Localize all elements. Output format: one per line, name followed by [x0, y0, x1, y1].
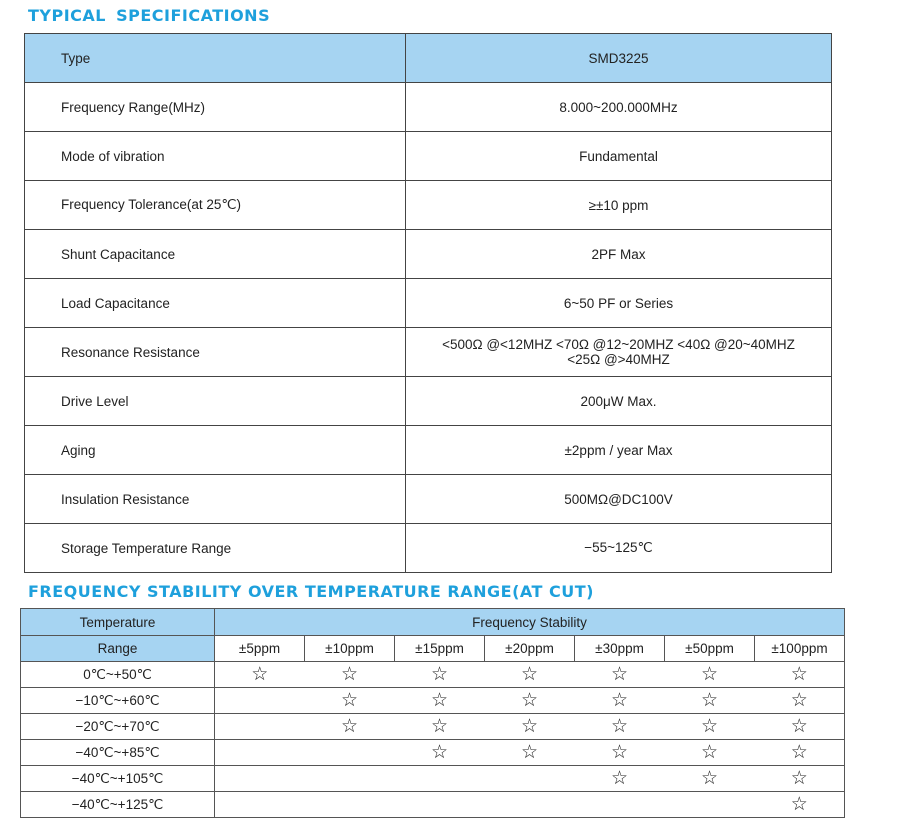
spec-label: Type [25, 34, 406, 83]
star-icon: ☆ [665, 688, 755, 714]
empty-cell [305, 740, 395, 766]
empty-cell [665, 792, 755, 818]
stability-header: Frequency Stability [215, 609, 845, 636]
star-icon: ☆ [485, 662, 575, 688]
temperature-range: −10℃~+60℃ [21, 688, 215, 714]
spec-row [25, 132, 832, 181]
spec-value [406, 328, 832, 377]
stability-row [21, 688, 845, 714]
stability-row [21, 714, 845, 740]
star-icon: ☆ [485, 714, 575, 740]
star-icon: ☆ [215, 662, 305, 688]
spec-value: 6~50 PF or Series [406, 279, 832, 328]
empty-cell [485, 792, 575, 818]
spec-value: 500MΩ@DC100V [406, 475, 832, 524]
spec-label: Load Capacitance [25, 279, 406, 328]
spec-row [25, 377, 832, 426]
star-icon: ☆ [665, 740, 755, 766]
spec-value: 8.000~200.000MHz [406, 83, 832, 132]
star-icon: ☆ [575, 714, 665, 740]
star-icon: ☆ [665, 766, 755, 792]
frequency-stability-table [20, 608, 845, 818]
spec-row [25, 230, 832, 279]
temperature-range: 0℃~+50℃ [21, 662, 215, 688]
empty-cell [575, 792, 665, 818]
empty-cell [215, 688, 305, 714]
stability-column-header: ±15ppm [395, 636, 485, 662]
stability-column-header: ±10ppm [305, 636, 395, 662]
star-icon: ☆ [575, 766, 665, 792]
spec-value: −55~125℃ [406, 524, 832, 573]
specifications-title: TYPICAL SPECIFICATIONS [28, 6, 271, 25]
empty-cell [305, 792, 395, 818]
star-icon: ☆ [665, 662, 755, 688]
temperature-range: −40℃~+105℃ [21, 766, 215, 792]
empty-cell [215, 740, 305, 766]
temperature-range: −40℃~+125℃ [21, 792, 215, 818]
spec-label: Resonance Resistance [25, 328, 406, 377]
empty-cell [305, 766, 395, 792]
star-icon: ☆ [485, 688, 575, 714]
star-icon: ☆ [755, 688, 845, 714]
star-icon: ☆ [665, 714, 755, 740]
spec-label: Frequency Range(MHz) [25, 83, 406, 132]
temperature-range: −20℃~+70℃ [21, 714, 215, 740]
stability-column-header: ±5ppm [215, 636, 305, 662]
star-icon: ☆ [395, 740, 485, 766]
spec-row [25, 34, 832, 83]
spec-row [25, 426, 832, 475]
star-icon: ☆ [395, 714, 485, 740]
star-icon: ☆ [485, 740, 575, 766]
spec-value: ±2ppm / year Max [406, 426, 832, 475]
star-icon: ☆ [575, 662, 665, 688]
spec-value: Fundamental [406, 132, 832, 181]
star-icon: ☆ [755, 662, 845, 688]
temperature-range: −40℃~+85℃ [21, 740, 215, 766]
spec-row [25, 524, 832, 573]
star-icon: ☆ [305, 714, 395, 740]
star-icon: ☆ [575, 688, 665, 714]
spec-label: Insulation Resistance [25, 475, 406, 524]
spec-value: ≥±10 ppm [406, 181, 832, 230]
spec-label: Shunt Capacitance [25, 230, 406, 279]
star-icon: ☆ [755, 792, 845, 818]
star-icon: ☆ [755, 740, 845, 766]
spec-row [25, 475, 832, 524]
star-icon: ☆ [755, 714, 845, 740]
stability-title: FREQUENCY STABILITY OVER TEMPERATURE RANGE(AT CUT) [28, 582, 594, 601]
spec-value: 2PF Max [406, 230, 832, 279]
stability-row [21, 792, 845, 818]
stability-row [21, 766, 845, 792]
stability-row [21, 662, 845, 688]
star-icon: ☆ [395, 662, 485, 688]
star-icon: ☆ [305, 662, 395, 688]
spec-value: SMD3225 [406, 34, 832, 83]
star-icon: ☆ [755, 766, 845, 792]
empty-cell [395, 766, 485, 792]
spec-label: Aging [25, 426, 406, 475]
spec-row [25, 279, 832, 328]
empty-cell [215, 714, 305, 740]
empty-cell [485, 766, 575, 792]
range-header-bottom: Range [21, 636, 215, 662]
star-icon: ☆ [575, 740, 665, 766]
empty-cell [215, 792, 305, 818]
spec-value-line: <500Ω @<12MHZ <70Ω @12~20MHZ <40Ω @20~40MHZ [442, 337, 795, 352]
specifications-table [24, 33, 832, 573]
star-icon: ☆ [305, 688, 395, 714]
stability-column-header: ±100ppm [755, 636, 845, 662]
spec-label: Storage Temperature Range [25, 524, 406, 573]
stability-column-header: ±50ppm [665, 636, 755, 662]
spec-label: Drive Level [25, 377, 406, 426]
spec-label: Frequency Tolerance(at 25℃) [25, 181, 406, 230]
spec-label: Mode of vibration [25, 132, 406, 181]
spec-value: 200μW Max. [406, 377, 832, 426]
stability-row [21, 740, 845, 766]
star-icon: ☆ [395, 688, 485, 714]
spec-row [25, 83, 832, 132]
spec-row [25, 181, 832, 230]
stability-column-header: ±30ppm [575, 636, 665, 662]
stability-column-header: ±20ppm [485, 636, 575, 662]
spec-row [25, 328, 832, 377]
empty-cell [215, 766, 305, 792]
range-header-top: Temperature [21, 609, 215, 636]
spec-value-line: <25Ω @>40MHZ [567, 352, 670, 367]
empty-cell [395, 792, 485, 818]
